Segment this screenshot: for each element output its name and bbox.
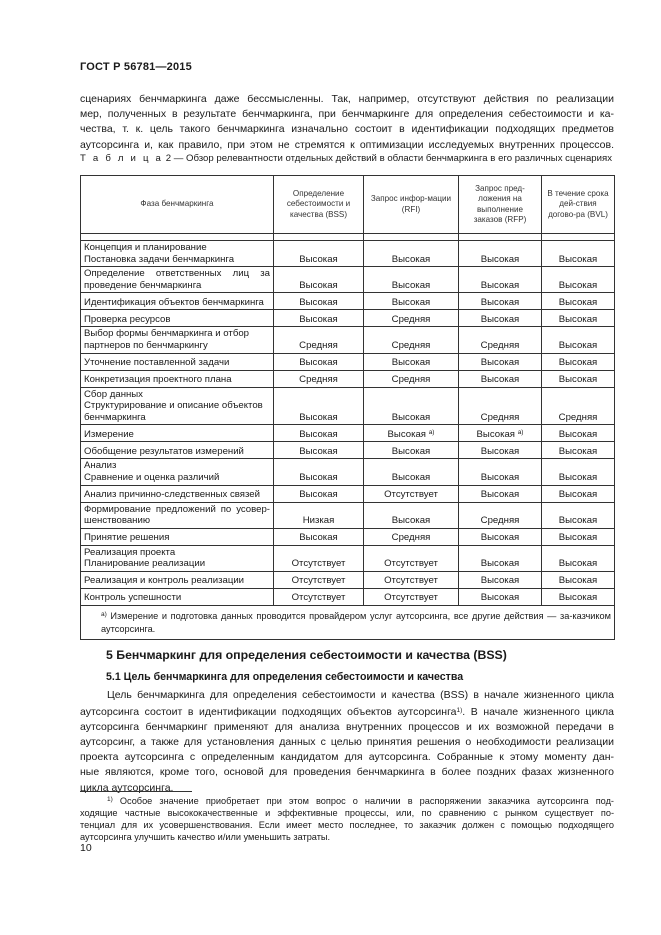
phase-cell: [81, 327, 274, 353]
footnote-line: тенциал для их усовершенствования. Если имеет место последнее, то заказчик должен с помощью подходящего: [80, 820, 614, 831]
phase-cell: [81, 502, 274, 528]
phase-line: Сбор данных: [84, 388, 143, 400]
relevance-value: Высокая: [476, 428, 516, 440]
phase-cell: [81, 528, 274, 545]
table-row: [81, 370, 615, 387]
relevance-value: Высокая: [391, 445, 431, 457]
table-header-row: [81, 176, 615, 234]
relevance-value: Высокая: [299, 471, 338, 483]
relevance-value: Высокая: [480, 488, 520, 500]
phase-line: Концепция и планирование: [84, 242, 207, 253]
table-row: [81, 293, 615, 310]
table-row: [81, 528, 615, 545]
phase-cell: [81, 293, 274, 310]
phase-cell: [81, 459, 274, 485]
document-header: ГОСТ Р 56781—2015: [80, 61, 192, 73]
relevance-cell-rfp: [459, 442, 542, 459]
phase-line: Принятие решения: [84, 532, 170, 544]
relevance-cell-rfi: [364, 370, 459, 387]
relevance-value: Высокая: [391, 296, 431, 308]
relevance-value: Высокая: [299, 411, 338, 423]
phase-line: Уточнение поставленной задачи: [84, 356, 230, 368]
table-row: [81, 588, 615, 605]
relevance-cell-rfp: [459, 327, 542, 353]
relevance-value: Высокая: [480, 532, 520, 544]
relevance-value: Средняя: [391, 313, 431, 325]
table-footnote-text: Измерение и подготовка данных проводится провайдером услуг аутсорсинга, все другие действия — за-казчиком аутсорсинга.: [101, 610, 611, 635]
relevance-cell-bvl: [542, 485, 615, 502]
relevance-value: Отсутствует: [384, 488, 438, 500]
relevance-cell-rfi: [364, 442, 459, 459]
header-bss: Определение себестоимости и качества (BSS): [274, 176, 364, 234]
relevance-value: Высокая: [480, 445, 520, 457]
relevance-cell-bss: [274, 370, 364, 387]
relevance-value: Высокая: [299, 253, 338, 265]
relevance-cell-rfp: [459, 293, 542, 310]
relevance-cell-bss: [274, 267, 364, 293]
subsection-heading: 5.1 Цель бенчмаркинга для определения себестоимости и качества: [106, 671, 464, 683]
table-row: [81, 267, 615, 293]
phase-line: Постановка задачи бенчмаркинга: [84, 253, 235, 265]
paragraph-line-part: аутсорсинга состоит в идентификации подходящих объектов аутсорсинга: [80, 706, 457, 719]
phase-line: Проверка ресурсов: [84, 313, 171, 325]
relevance-cell-bss: [274, 310, 364, 327]
relevance-cell-bvl: [542, 571, 615, 588]
relevance-cell-bvl: [542, 545, 615, 571]
section-heading: 5 Бенчмаркинг для определения себестоимости и качества (BSS): [106, 648, 507, 662]
header-rfp: Запрос пред-ложения на выполнение заказов (RFP): [459, 176, 542, 234]
relevance-cell-bvl: [542, 425, 615, 442]
phase-line: Конкретизация проектного плана: [84, 373, 232, 385]
footnote-marker: 1): [107, 796, 113, 803]
page-footnote: [80, 794, 614, 843]
relevance-cell-bvl: [542, 459, 615, 485]
section-paragraph: [80, 688, 614, 796]
relevance-value: Средняя: [558, 411, 598, 423]
phase-cell: [81, 545, 274, 571]
table-row: [81, 425, 615, 442]
paragraph-line: аутсорсинг, а также для установления данных с целью принятия решения о необходимости реализации: [80, 736, 614, 749]
phase-line: Анализ: [84, 460, 117, 472]
phase-line: Контроль успешности: [84, 592, 182, 604]
relevance-value: Высокая: [299, 313, 338, 325]
relevance-cell-rfi: [364, 353, 459, 370]
relevance-cell-rfi: [364, 327, 459, 353]
relevance-value: Высокая: [558, 356, 598, 368]
phase-cell: [81, 387, 274, 425]
relevance-cell-rfp: [459, 571, 542, 588]
relevance-value: Высокая: [558, 428, 598, 440]
relevance-cell-bss: [274, 387, 364, 425]
table-footnote-row: [81, 605, 615, 639]
relevance-cell-bvl: [542, 370, 615, 387]
relevance-value: Высокая: [391, 411, 431, 423]
header-phase: Фаза бенчмаркинга: [81, 176, 274, 234]
table-row: [81, 387, 615, 425]
relevance-cell-rfp: [459, 459, 542, 485]
relevance-cell-bss: [274, 442, 364, 459]
relevance-value: Высокая: [558, 373, 598, 385]
phase-line: Измерение: [84, 428, 134, 440]
table-caption-prefix: Т а б л и ц а: [80, 153, 164, 164]
phase-line: Реализация проекта: [84, 546, 176, 558]
table-row: [81, 327, 615, 353]
relevance-cell-rfp: [459, 545, 542, 571]
relevance-value: Средняя: [391, 339, 431, 351]
phase-line: Сравнение и оценка различий: [84, 471, 220, 483]
relevance-cell-bvl: [542, 267, 615, 293]
relevance-cell-bss: [274, 485, 364, 502]
phase-line: Идентификация объектов бенчмаркинга: [84, 296, 264, 308]
relevance-value: Отсутствует: [384, 592, 438, 604]
relevance-value: Высокая: [480, 279, 520, 291]
phase-line: партнеров по бенчмаркингу: [84, 339, 208, 351]
relevance-cell-rfi: [364, 502, 459, 528]
table-row: [81, 502, 615, 528]
relevance-value: Высокая: [480, 373, 520, 385]
relevance-value: Высокая: [480, 253, 520, 265]
phase-line: Определение ответственных лиц за: [84, 268, 270, 280]
relevance-cell-bvl: [542, 528, 615, 545]
footnote-reference: 1): [456, 707, 463, 715]
relevance-value: Высокая: [558, 575, 598, 587]
relevance-cell-bss: [274, 571, 364, 588]
phase-line: Планирование реализации: [84, 558, 206, 570]
relevance-cell-rfi: [364, 310, 459, 327]
relevance-cell-bvl: [542, 241, 615, 267]
table-caption-text: 2 — Обзор релевантности отдельных действий в области бенчмаркинга в его различных сценариях: [165, 153, 612, 164]
phase-line: Формирование предложений по усовер-: [84, 503, 270, 515]
relevance-value: Высокая: [558, 532, 598, 544]
relevance-value: Высокая: [299, 428, 338, 440]
relevance-value: Высокая: [480, 558, 520, 570]
relevance-cell-bss: [274, 327, 364, 353]
table-footnote-marker: а): [101, 610, 107, 618]
table-row: [81, 353, 615, 370]
relevance-cell-rfp: [459, 370, 542, 387]
phase-cell: [81, 425, 274, 442]
footnote-divider: [80, 791, 192, 792]
relevance-value: Высокая: [299, 445, 338, 457]
phase-cell: [81, 485, 274, 502]
phase-cell: [81, 310, 274, 327]
relevance-value: Высокая: [299, 296, 338, 308]
relevance-value: Средняя: [391, 373, 431, 385]
header-bvl: В течение срока дей-ствия догово-ра (BVL): [542, 176, 615, 234]
phase-cell: [81, 571, 274, 588]
page-number: 10: [80, 842, 92, 854]
relevance-value: Высокая: [299, 532, 338, 544]
relevance-cell-rfp: [459, 588, 542, 605]
table-spacer-row: [81, 234, 615, 241]
relevance-value: Отсутствует: [291, 575, 346, 587]
relevance-value: Высокая: [299, 279, 338, 291]
relevance-value: Высокая: [299, 356, 338, 368]
phase-cell: [81, 241, 274, 267]
relevance-cell-rfp: [459, 425, 542, 442]
relevance-cell-rfi: [364, 545, 459, 571]
phase-cell: [81, 267, 274, 293]
relevance-value: Отсутствует: [384, 575, 438, 587]
relevance-value: Средняя: [299, 339, 338, 351]
paragraph-line-part: . В начале жизненного цикла: [462, 706, 614, 719]
phase-cell: [81, 588, 274, 605]
relevance-value: Высокая: [299, 488, 338, 500]
table-row: [81, 241, 615, 267]
relevance-cell-rfp: [459, 310, 542, 327]
relevance-value: Отсутствует: [384, 558, 438, 570]
relevance-value: Низкая: [302, 515, 335, 527]
relevance-cell-bss: [274, 353, 364, 370]
relevance-cell-rfp: [459, 267, 542, 293]
relevance-value: Высокая: [480, 575, 520, 587]
intro-line: чества, т. к. цель такого бенчмаркинга изначально состоит в идентификации подходящих предметов: [80, 123, 614, 136]
intro-line: мер, полученных в результате бенчмаркинга, при бенчмаркинге для определения себестоимости и ка-: [80, 108, 614, 121]
footnote-reference: а): [517, 428, 524, 436]
relevance-value: Высокая: [558, 558, 598, 570]
relevance-cell-rfi: [364, 241, 459, 267]
relevance-value: Средняя: [480, 339, 520, 351]
relevance-cell-rfp: [459, 502, 542, 528]
intro-paragraph: [80, 92, 614, 153]
paragraph-line: ные являются, кроме того, основой для проведения бенчмаркинга в более поздних фазах жизненного: [80, 766, 614, 779]
relevance-value: Высокая: [558, 253, 598, 265]
relevance-cell-rfp: [459, 353, 542, 370]
phase-line: шенствованию: [84, 515, 151, 527]
relevance-cell-bss: [274, 293, 364, 310]
relevance-cell-bss: [274, 545, 364, 571]
relevance-value: Средняя: [480, 411, 520, 423]
relevance-cell-bvl: [542, 327, 615, 353]
phase-line: Реализация и контроль реализации: [84, 575, 245, 587]
footnote-line: аутсорсинга улучшить качество и/или уменьшить затраты.: [80, 832, 331, 843]
relevance-value: Высокая: [558, 296, 598, 308]
relevance-cell-bvl: [542, 310, 615, 327]
relevance-cell-rfi: [364, 485, 459, 502]
relevance-cell-rfp: [459, 485, 542, 502]
table-footnote: [81, 605, 615, 639]
footnote-line: [80, 794, 614, 807]
paragraph-line: [80, 703, 614, 720]
phase-cell: [81, 442, 274, 459]
table-row: [81, 442, 615, 459]
table-row: [81, 485, 615, 502]
relevance-value: Средняя: [480, 515, 520, 527]
relevance-cell-bss: [274, 241, 364, 267]
relevance-cell-rfp: [459, 387, 542, 425]
phase-line: Обобщение результатов измерений: [84, 445, 244, 457]
table-row: [81, 310, 615, 327]
table-row: [81, 545, 615, 571]
relevance-cell-bvl: [542, 353, 615, 370]
relevance-value: Высокая: [558, 471, 598, 483]
relevance-value: Высокая: [558, 592, 598, 604]
relevance-cell-rfi: [364, 459, 459, 485]
relevance-cell-rfi: [364, 425, 459, 442]
paragraph-line: Цель бенчмаркинга для определения себестоимости и качества (BSS) в начале жизненного цикла: [107, 689, 614, 701]
table-row: [81, 459, 615, 485]
footnote-line-text: Особое значение приобретает при этом вопрос о наличии в распоряжении заказчика аутсорсинга под-: [119, 796, 614, 806]
table-row: [81, 571, 615, 588]
relevance-value: Средняя: [391, 532, 431, 544]
phase-line: проведение бенчмаркинга: [84, 279, 202, 291]
relevance-value: Высокая: [480, 356, 520, 368]
intro-line: сценариях бенчмаркинга даже бессмысленны. Так, например, отсутствуют действия по реализации: [80, 93, 614, 105]
relevance-cell-bvl: [542, 502, 615, 528]
relevance-value: Высокая: [558, 488, 598, 500]
relevance-cell-bvl: [542, 293, 615, 310]
relevance-cell-bvl: [542, 588, 615, 605]
relevance-cell-bss: [274, 459, 364, 485]
relevance-cell-rfp: [459, 241, 542, 267]
relevance-table: [80, 175, 615, 640]
relevance-value: Высокая: [558, 515, 598, 527]
relevance-value: Высокая: [391, 356, 431, 368]
relevance-value: Высокая: [387, 428, 427, 440]
relevance-cell-rfi: [364, 588, 459, 605]
relevance-value: Высокая: [558, 445, 598, 457]
footnote-reference: а): [428, 428, 435, 436]
table-caption: [80, 153, 612, 164]
table-body: [81, 234, 615, 606]
relevance-value: Высокая: [391, 253, 431, 265]
relevance-value: Высокая: [391, 515, 431, 527]
relevance-cell-bvl: [542, 387, 615, 425]
relevance-cell-rfi: [364, 571, 459, 588]
relevance-cell-rfi: [364, 387, 459, 425]
relevance-value: Высокая: [558, 279, 598, 291]
phase-line: Анализ причинно-следственных связей: [84, 488, 260, 500]
relevance-cell-bss: [274, 528, 364, 545]
relevance-cell-rfi: [364, 293, 459, 310]
paragraph-line: проекта аутсорсинга с определенным кандидатом для аутсорсинга. Собранные к этому моменту дан-: [80, 751, 614, 764]
relevance-cell-rfp: [459, 528, 542, 545]
relevance-cell-bss: [274, 502, 364, 528]
relevance-value: Высокая: [480, 592, 520, 604]
relevance-value: Средняя: [299, 373, 338, 385]
relevance-cell-bss: [274, 425, 364, 442]
phase-line: Выбор формы бенчмаркинга и отбор: [84, 328, 249, 340]
phase-cell: [81, 353, 274, 370]
relevance-value: Высокая: [391, 279, 431, 291]
phase-line: Структурирование и описание объектов: [84, 400, 263, 412]
relevance-cell-bvl: [542, 442, 615, 459]
relevance-cell-bss: [274, 588, 364, 605]
intro-line: аутсорсинга и, как правило, при этом не стремятся к оптимизации исследуемых внутренних процессов.: [80, 138, 614, 151]
relevance-value: Отсутствует: [291, 558, 346, 570]
phase-cell: [81, 370, 274, 387]
relevance-cell-rfi: [364, 528, 459, 545]
paragraph-line: цикла аутсорсинга.: [80, 781, 174, 794]
relevance-cell-rfi: [364, 267, 459, 293]
footnote-line: ходящие частные высококачественные и эффективные процессы, или, по сравнению с рынком существует по-: [80, 808, 614, 819]
relevance-value: Высокая: [480, 296, 520, 308]
phase-line: бенчмаркинга: [84, 411, 146, 423]
relevance-value: Высокая: [391, 471, 431, 483]
paragraph-line: аутсорсинга бенчмаркинг применяют для анализа внутренних процессов и их возможной передачи в: [80, 721, 614, 734]
relevance-value: Высокая: [558, 339, 598, 351]
relevance-value: Высокая: [480, 471, 520, 483]
relevance-value: Отсутствует: [291, 592, 346, 604]
relevance-value: Высокая: [558, 313, 598, 325]
header-rfi: Запрос инфор-мации (RFI): [364, 176, 459, 234]
relevance-value: Высокая: [480, 313, 520, 325]
